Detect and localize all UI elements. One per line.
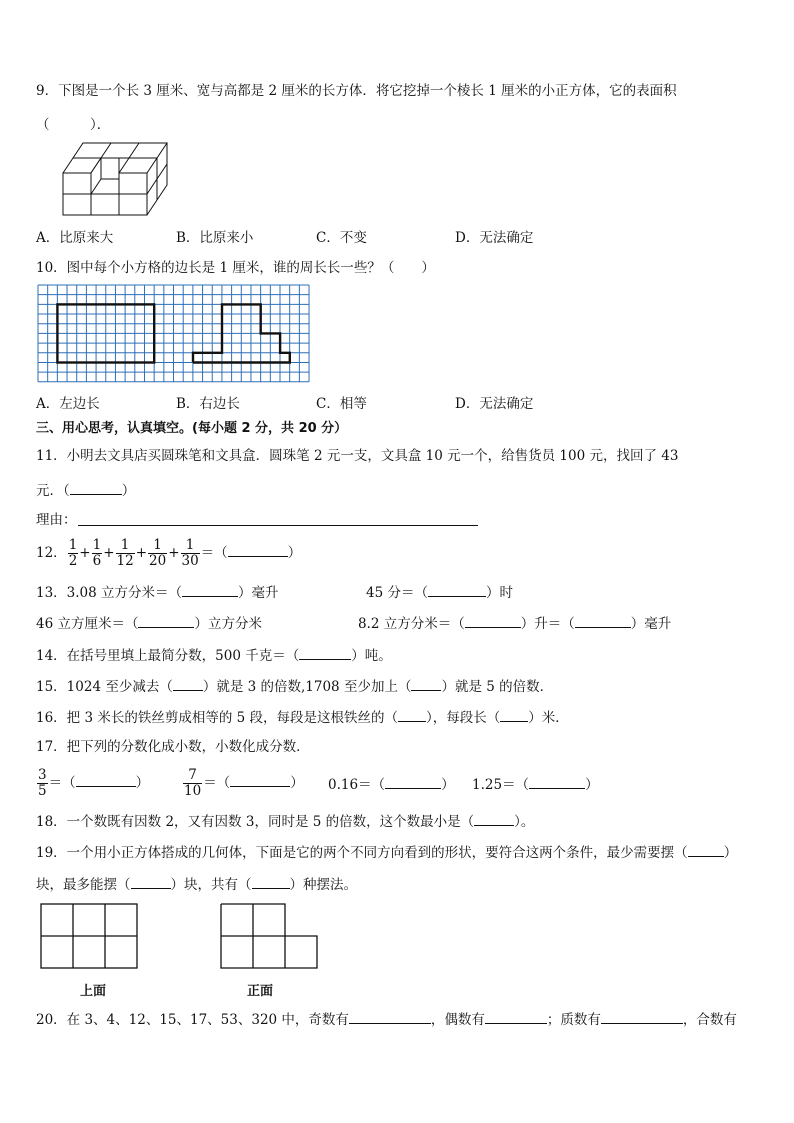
q19-line2: 块，最多能摆（ ）块，共有（ ）种摆法。 <box>36 874 357 894</box>
q17-fraction-2: $\frac{7}{10}$ <box>184 767 202 799</box>
q13-item-c: 46 立方厘米＝（ ）立方分米 <box>36 613 262 633</box>
q15-blank-2[interactable] <box>411 676 441 691</box>
q13-blank-d1[interactable] <box>465 613 521 628</box>
q11-answer-blank[interactable] <box>70 480 122 495</box>
q13-blank-d2[interactable] <box>575 613 631 628</box>
q17-blank-2[interactable] <box>230 772 290 787</box>
q17-item-4: 1.25＝（ ） <box>472 774 599 794</box>
q18-line: 18．一个数既有因数 2，又有因数 3，同时是 5 的倍数，这个数最小是（ ）。 <box>36 811 534 831</box>
plus-sign: + <box>135 545 147 561</box>
q12-line <box>36 536 301 570</box>
q14-line: 14．在括号里填上最简分数，500 千克＝（ ）吨。 <box>36 645 392 665</box>
q13-item-d: 8.2 立方分米＝（ ）升＝（ ）毫升 <box>358 613 671 633</box>
q9-answer-paren[interactable]: （ ）． <box>36 117 111 133</box>
plus-sign: + <box>103 545 115 561</box>
q17-fraction-1: $\frac{3}{5}$ <box>38 767 47 799</box>
q19-top-view-figure <box>40 903 140 969</box>
q12-fraction-3: $\frac{1}{12}$ <box>116 537 134 569</box>
q20-blank-even[interactable] <box>485 1009 547 1024</box>
q17-item-2: $\frac{7}{10}$ ＝（ ） <box>184 767 304 799</box>
q17-item-1: $\frac{3}{5}$ ＝（ ） <box>38 767 150 799</box>
q16-line: 16．把 3 米长的铁丝剪成相等的 5 段，每段是这根铁丝的（ ），每段长（ ）米． <box>36 707 569 727</box>
q19-blank-max[interactable] <box>131 874 171 889</box>
q19-blank-min[interactable] <box>688 842 724 857</box>
q10-option-a[interactable]: A．左边长 <box>36 396 100 412</box>
q10-stem: 10．图中每个小方格的边长是 1 厘米，谁的周长长一些？（ ） <box>36 260 435 276</box>
q9-stem: 9．下图是一个长 3 厘米、宽与高都是 2 厘米的长方体．将它挖掉一个棱长 1 厘米的小正方体，它的表面积 <box>36 83 677 99</box>
q12-equals: ＝（ <box>200 545 228 561</box>
q10-option-d[interactable]: D．无法确定 <box>455 396 534 412</box>
q20-blank-odd[interactable] <box>349 1009 431 1024</box>
q19-label-front-view: 正面 <box>247 984 274 999</box>
q10-option-b[interactable]: B．右边长 <box>176 396 240 412</box>
q11-reason <box>36 511 77 529</box>
q14-answer-blank[interactable] <box>299 645 351 660</box>
q18-answer-blank[interactable] <box>474 811 514 826</box>
q12-fraction-5: $\frac{1}{30}$ <box>181 537 199 569</box>
q19-line1: 19．一个用小正方体搭成的几何体，下面是它的两个不同方向看到的形状，要符合这两个条件，最少需要摆（ ） <box>36 842 737 862</box>
q17-stem: 17．把下列的分数化成小数，小数化成分数． <box>36 739 310 755</box>
q9-cuboid-figure <box>60 140 190 220</box>
q12-fraction-1: $\frac{1}{2}$ <box>68 537 78 569</box>
q17-blank-1[interactable] <box>76 772 136 787</box>
q9-option-a[interactable]: A．比原来大 <box>36 230 114 246</box>
q9-option-c[interactable]: C．不变 <box>316 230 367 246</box>
q17-item-3: 0.16＝（ ） <box>328 774 455 794</box>
section-3-heading: 三、用心思考，认真填空。(每小题 2 分，共 20 分） <box>36 421 348 436</box>
q11-reason-line[interactable] <box>78 525 478 526</box>
q11-prefix: 元．（ <box>36 483 70 499</box>
q19-label-top-view: 上面 <box>80 984 107 999</box>
q17-blank-4[interactable] <box>529 774 585 789</box>
q16-blank-2[interactable] <box>500 707 528 722</box>
q15-blank-1[interactable] <box>173 676 203 691</box>
q12-answer-blank[interactable] <box>228 542 288 557</box>
q9-option-d[interactable]: D．无法确定 <box>455 230 534 246</box>
q13-blank-b[interactable] <box>428 582 486 597</box>
q13-blank-a[interactable] <box>182 582 238 597</box>
q13-item-b: 45 分＝（ ）时 <box>366 582 513 602</box>
q11-line1: 11．小明去文具店买圆珠笔和文具盒．圆珠笔 2 元一支，文具盒 10 元一个，给售货员 100 元，找回了 43 <box>36 448 679 464</box>
q9-option-b[interactable]: B．比原来小 <box>176 230 254 246</box>
q11-reason-label: 理由： <box>36 512 77 528</box>
q20-line: 20．在 3、4、12、15、17、53、320 中，奇数有 ，偶数有 ；质数有 ，合数有 <box>36 1009 737 1029</box>
q16-blank-1[interactable] <box>398 707 426 722</box>
q12-fraction-4: $\frac{1}{20}$ <box>149 537 167 569</box>
q11-close: ） <box>121 483 136 499</box>
q12-prefix: 12． <box>36 545 67 561</box>
q20-blank-prime[interactable] <box>601 1009 683 1024</box>
q19-blank-ways[interactable] <box>252 874 290 889</box>
q12-close: ） <box>287 545 302 561</box>
plus-sign: + <box>168 545 180 561</box>
q11-line2 <box>36 480 135 500</box>
q13-item-a: 13．3.08 立方分米＝（ ）毫升 <box>36 582 279 602</box>
q15-line: 15．1024 至少减去（ ）就是 3 的倍数,1708 至少加上（ ）就是 5 的倍数． <box>36 676 553 696</box>
plus-sign: + <box>79 545 91 561</box>
q19-front-view-figure <box>220 903 320 969</box>
q17-blank-3[interactable] <box>385 774 441 789</box>
q10-grid-figure <box>38 285 313 385</box>
q12-fraction-2: $\frac{1}{6}$ <box>92 537 102 569</box>
q10-option-c[interactable]: C．相等 <box>316 396 367 412</box>
q13-blank-c[interactable] <box>138 613 194 628</box>
